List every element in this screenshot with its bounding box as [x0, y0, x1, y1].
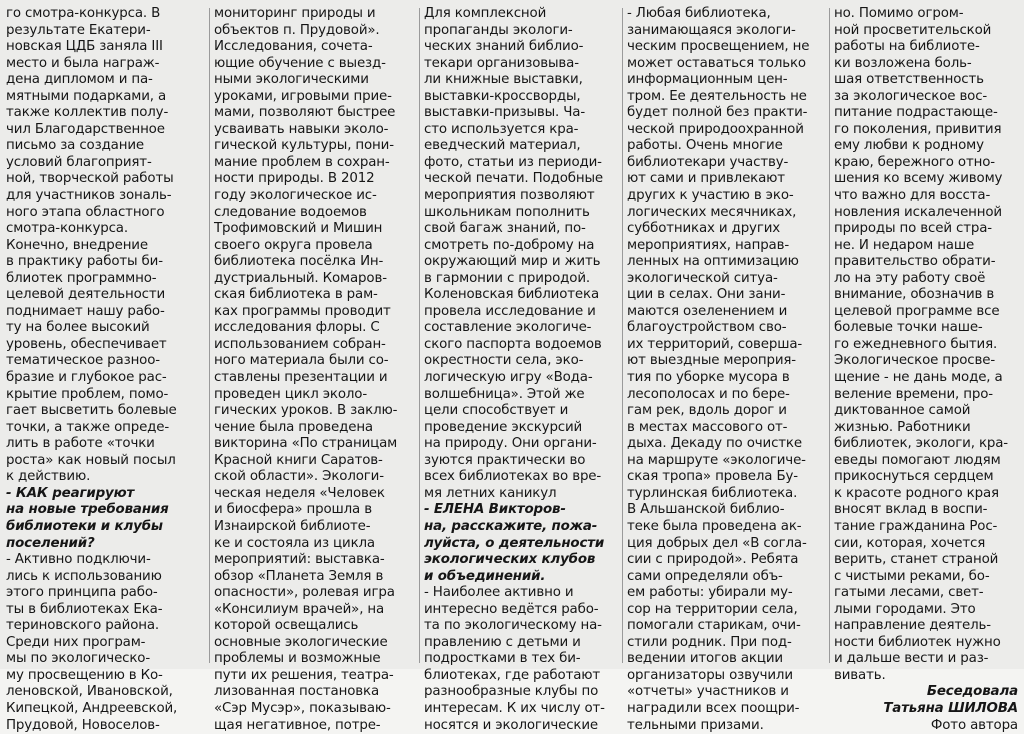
- article-line: использованием собран-: [214, 336, 386, 352]
- article-line: краю, бережного отно-: [834, 154, 995, 170]
- article-line: Конечно, внедрение: [6, 237, 148, 253]
- article-line: бразие и глубокое рас-: [6, 370, 167, 386]
- article-line: пути их решения, театра-: [214, 667, 394, 683]
- article-line: лыми городами. Это: [834, 601, 976, 617]
- article-line: мятными подарками, а: [6, 88, 167, 104]
- article-line: проблемы и возможные: [214, 651, 381, 667]
- article-line: жизнью. Работники: [834, 419, 971, 435]
- article-line: мероприятиях, направ-: [627, 237, 790, 253]
- article-line: письмо за создание: [6, 138, 144, 154]
- article-line: вивать.: [834, 667, 886, 683]
- article-line: прикоснуться сердцем: [834, 469, 994, 485]
- article-line: мониторинг природы и: [214, 6, 376, 21]
- article-line: может оставаться только: [627, 55, 806, 71]
- article-column-3: [424, 6, 618, 733]
- article-line: наградили всех поощри-: [627, 700, 800, 716]
- article-line: направление деятель-: [834, 618, 991, 634]
- article-line: - Наиболее активно и: [424, 585, 574, 601]
- article-line: зуются практически во: [424, 452, 586, 468]
- article-line: всех библиотеках во вре-: [424, 469, 602, 485]
- article-line: логических месячниках,: [627, 204, 797, 220]
- article-line: в местах массового от-: [627, 419, 788, 435]
- article-line: тельными призами.: [627, 717, 764, 733]
- article-line: уроками, игровыми прие-: [214, 88, 392, 104]
- article-line: Коленовская библиотека: [424, 287, 600, 303]
- article-line: питание подрастающе-: [834, 105, 998, 121]
- article-line: точки, а также опреде-: [6, 419, 170, 435]
- article-line: результате Екатери-: [6, 22, 151, 38]
- article-line: му просвещению в Ко-: [6, 667, 163, 683]
- byline: Татьяна ШИЛОВА: [883, 700, 1018, 716]
- article-line: ту на более высокий: [6, 320, 150, 336]
- article-line: дыха. Декаду по очистке: [627, 436, 802, 452]
- article-line: щение - не дань моде, а: [834, 370, 1003, 386]
- article-line: интересам. К их числу от-: [424, 700, 605, 716]
- article-line: ленных на оптимизацию: [627, 254, 799, 270]
- article-line: - Любая библиотека,: [627, 6, 771, 21]
- interview-question-line: поселений?: [6, 535, 95, 551]
- article-line: волшебница». Этой же: [424, 386, 585, 402]
- article-line: щая негативное, потре-: [214, 717, 381, 733]
- article-line: этого принципа рабо-: [6, 585, 158, 601]
- article-line: Среди них програм-: [6, 634, 146, 650]
- article-line: ного материала были со-: [214, 353, 389, 369]
- article-line: цели способствует и: [424, 403, 569, 419]
- article-line: благоустройством сво-: [627, 320, 787, 336]
- article-line: которой освещались: [214, 618, 359, 634]
- article-line: ной, творческой работы: [6, 171, 174, 187]
- interview-question-line: луйста, о деятельности: [424, 535, 605, 551]
- interview-question-line: - КАК реагируют: [6, 485, 135, 501]
- article-line: теке была проведена ак-: [627, 518, 802, 534]
- article-line: гических уроков. В заклю-: [214, 403, 398, 419]
- article-line: проведен цикл эколо-: [214, 386, 368, 402]
- article-column-4: [627, 6, 825, 733]
- article-line: логическую игру «Вода-: [424, 370, 593, 386]
- article-line: смотреть по-доброму на: [424, 237, 595, 253]
- article-line: веление времени, про-: [834, 386, 993, 402]
- article-line: в гармонии с природой.: [424, 270, 590, 286]
- article-line: тематическое разноо-: [6, 353, 160, 369]
- article-line: го поколения, привития: [834, 121, 1002, 137]
- article-line: их территорий, соверша-: [627, 336, 803, 352]
- article-line: опасности», ролевая игра: [214, 585, 395, 601]
- article-line: лись к использованию: [6, 568, 162, 584]
- article-line: «Сэр Мусэр», показываю-: [214, 700, 391, 716]
- article-line: обзор «Планета Земля в: [214, 568, 384, 584]
- article-line: лесополосах и по бере-: [627, 386, 790, 402]
- article-line: ставлены презентации и: [214, 370, 388, 386]
- article-line: викторина «По страницам: [214, 436, 398, 452]
- article-line: на маршруте «экологиче-: [627, 452, 806, 468]
- interview-question-line: - ЕЛЕНА Викторов-: [424, 502, 566, 518]
- article-line: своего округа провела: [214, 237, 373, 253]
- article-column-2: [214, 6, 414, 733]
- article-line: к красоте родного края: [834, 485, 999, 501]
- article-line: мание проблем в сохран-: [214, 154, 390, 170]
- article-line: место и была награж-: [6, 55, 160, 71]
- article-line: ности природы. В 2012: [214, 171, 375, 187]
- article-line: следование водоемов: [214, 204, 367, 220]
- article-line: текари организовыва-: [424, 55, 579, 71]
- article-line: ного этапа областного: [6, 204, 165, 220]
- article-line: ции в селах. Они зани-: [627, 287, 786, 303]
- article-line: субботниках и других: [627, 221, 781, 237]
- article-line: ческим просвещением, не: [627, 39, 810, 55]
- article-line: турлинская библиотека.: [627, 485, 798, 501]
- article-line: ская тропа» провела Бу-: [627, 469, 798, 485]
- article-line: провела исследование и: [424, 303, 596, 319]
- interview-question-line: экологических клубов: [424, 552, 596, 568]
- article-line: подростками в тех би-: [424, 651, 581, 667]
- article-line: ности библиотек нужно: [834, 634, 1001, 650]
- article-line: ли книжные выставки,: [424, 72, 583, 88]
- article-line: мероприятий: выставка-: [214, 552, 385, 568]
- article-line: блиотеках, где работают: [424, 667, 601, 683]
- column-divider: [622, 8, 623, 663]
- article-line: ского паспорта водоемов: [424, 336, 602, 352]
- article-line: ческой природоохранной: [627, 121, 804, 137]
- photo-credit: Фото автора: [930, 717, 1018, 733]
- article-line: Исследования, сочета-: [214, 39, 373, 55]
- article-line: уровень, обеспечивает: [6, 336, 167, 352]
- article-line: вносят вклад в воспи-: [834, 502, 988, 518]
- article-line: - Активно подключи-: [6, 552, 151, 568]
- article-line: лить в работе «точки: [6, 436, 155, 452]
- article-line: составление экологиче-: [424, 320, 592, 336]
- article-line: ют выездные мероприя-: [627, 353, 796, 369]
- article-line: других к участию в эко-: [627, 188, 794, 204]
- article-line: в практику работы би-: [6, 254, 163, 270]
- article-line: ной просветительской: [834, 22, 992, 38]
- article-line: для участников зональ-: [6, 188, 172, 204]
- article-line: шая ответственность: [834, 72, 984, 88]
- article-line: занимающаяся экологи-: [627, 22, 796, 38]
- article-line: териновского района.: [6, 618, 160, 634]
- article-line: сии с природой». Ребята: [627, 552, 799, 568]
- article-line: к действию.: [6, 469, 91, 485]
- article-line: тия по уборке мусора в: [627, 370, 790, 386]
- article-line: сор на территории села,: [627, 601, 798, 617]
- article-line: Для комплексной: [424, 6, 547, 21]
- article-line: фото, статьи из периоди-: [424, 154, 602, 170]
- article-line: мами, позволяют быстрее: [214, 105, 396, 121]
- article-line: выставки-призывы. Ча-: [424, 105, 586, 121]
- article-line: новления искалеченной: [834, 204, 1002, 220]
- article-line: будет полной без практи-: [627, 105, 808, 121]
- article-line: смотра-конкурса.: [6, 221, 128, 237]
- article-line: ют сами и привлекают: [627, 171, 785, 187]
- interview-question-line: и объединений.: [424, 568, 546, 584]
- article-line: стили родник. При под-: [627, 634, 792, 650]
- article-line: что важно для восста-: [834, 188, 991, 204]
- article-line: выставки-кроссворды,: [424, 88, 581, 104]
- article-line: ведении итогов акции: [627, 651, 783, 667]
- article-line: ему любви к родному: [834, 138, 984, 154]
- article-line: еведческий материал,: [424, 138, 581, 154]
- article-line: помогали старикам, очи-: [627, 618, 801, 634]
- article-line: ской области». Экологи-: [214, 469, 384, 485]
- article-line: ке и состояла из цикла: [214, 535, 375, 551]
- article-line: маются озеленением и: [627, 303, 788, 319]
- article-line: на природу. Они органи-: [424, 436, 597, 452]
- article-line: окрестности села, эко-: [424, 353, 584, 369]
- article-line: гатыми лесами, свет-: [834, 585, 984, 601]
- article-line: блиотек программно-: [6, 270, 157, 286]
- article-line: году экологическое ис-: [214, 188, 377, 204]
- article-line: «Консилиум врачей», на: [214, 601, 385, 617]
- article-line: чение была проведена: [214, 419, 373, 435]
- article-line: гической культуры, пони-: [214, 138, 394, 154]
- article-line: не. И недаром наше: [834, 237, 975, 253]
- column-divider: [829, 8, 830, 663]
- article-line: поднимает нашу рабо-: [6, 303, 165, 319]
- column-divider: [419, 8, 420, 663]
- article-column-1: [6, 6, 202, 733]
- article-line: гает высветить болевые: [6, 403, 177, 419]
- article-line: та по экологическому на-: [424, 618, 602, 634]
- article-line: Экологическое просве-: [834, 353, 996, 369]
- article-line: ках программы проводит: [214, 303, 391, 319]
- article-line: за экологическое вос-: [834, 88, 988, 104]
- article-line: ская библиотека в рам-: [214, 287, 378, 303]
- article-line: верить, станет страной: [834, 552, 999, 568]
- article-line: также коллектив полу-: [6, 105, 169, 121]
- article-line: мя летних каникул: [424, 485, 557, 501]
- article-line: Кипецкой, Андреевской,: [6, 700, 178, 716]
- article-line: целевой программе все: [834, 303, 1000, 319]
- article-line: и дальше вести и раз-: [834, 651, 989, 667]
- column-divider: [209, 8, 210, 663]
- article-line: лизованная постановка: [214, 684, 379, 700]
- article-line: исследования флоры. С: [214, 320, 380, 336]
- article-line: ческих знаний библио-: [424, 39, 584, 55]
- article-line: объектов п. Прудовой».: [214, 22, 380, 38]
- article-line: чил Благодарственное: [6, 121, 165, 137]
- article-line: ческая неделя «Человек: [214, 485, 385, 501]
- article-line: пропаганды экологи-: [424, 22, 573, 38]
- article-line: библиотека посёлка Ин-: [214, 254, 384, 270]
- article-line: и биосфера» прошла в: [214, 502, 372, 518]
- article-line: еведы помогают людям: [834, 452, 1001, 468]
- article-line: В Альшанской библио-: [627, 502, 785, 518]
- article-line: интересно ведётся рабо-: [424, 601, 599, 617]
- article-line: новская ЦДБ заняла III: [6, 39, 163, 55]
- article-line: «отчеты» участников и: [627, 684, 789, 700]
- article-line: го ежедневного бытия.: [834, 336, 998, 352]
- article-line: Красной книги Саратов-: [214, 452, 383, 468]
- article-line: экологической ситуа-: [627, 270, 778, 286]
- interview-question-line: библиотеки и клубы: [6, 518, 163, 534]
- article-line: сто используется кра-: [424, 121, 579, 137]
- article-line: го смотра-конкурса. В: [6, 6, 161, 21]
- article-line: тром. Ее деятельность не: [627, 88, 807, 104]
- interview-question-line: на новые требования: [6, 502, 169, 518]
- article-line: ция добрых дел «В согла-: [627, 535, 807, 551]
- article-line: ческой печати. Подобные: [424, 171, 603, 187]
- article-line: свой багаж знаний, по-: [424, 221, 586, 237]
- article-column-5: [834, 6, 1018, 733]
- article-line: информационным цен-: [627, 72, 788, 88]
- article-line: условий благоприят-: [6, 154, 152, 170]
- article-line: Прудовой, Новоселов-: [6, 717, 160, 733]
- article-line: организаторы озвучили: [627, 667, 793, 683]
- article-line: ными экологическими: [214, 72, 369, 88]
- article-line: роста» как новый посыл: [6, 452, 176, 468]
- article-line: Изнаирской библиоте-: [214, 518, 371, 534]
- article-line: диктованное самой: [834, 403, 971, 419]
- article-line: ем работы: убирали му-: [627, 585, 793, 601]
- article-line: сии, которая, хочется: [834, 535, 986, 551]
- article-line: ки возложена боль-: [834, 55, 972, 71]
- article-line: тание гражданина Рос-: [834, 518, 998, 534]
- article-line: работы на библиоте-: [834, 39, 980, 55]
- article-line: крытие проблем, помо-: [6, 386, 169, 402]
- article-line: основные экологические: [214, 634, 388, 650]
- article-line: ло на эту работу своё: [834, 270, 986, 286]
- article-line: целевой деятельности: [6, 287, 166, 303]
- article-line: внимание, обозначив в: [834, 287, 995, 303]
- article-line: усваивать навыки эколо-: [214, 121, 389, 137]
- article-line: природы по всей стра-: [834, 221, 992, 237]
- interview-question-line: на, расскажите, пожа-: [424, 518, 598, 534]
- article-line: мероприятия позволяют: [424, 188, 595, 204]
- article-line: ты в библиотеках Ека-: [6, 601, 163, 617]
- article-line: сами определяли объ-: [627, 568, 783, 584]
- article-line: правительство обрати-: [834, 254, 996, 270]
- article-line: разнообразные клубы по: [424, 684, 599, 700]
- article-line: ющие обучение с выезд-: [214, 55, 386, 71]
- article-line: шения ко всему живому: [834, 171, 1003, 187]
- article-line: мы по экологическо-: [6, 651, 151, 667]
- article-line: библиотек, экологи, кра-: [834, 436, 1008, 452]
- article-line: леновской, Ивановской,: [6, 684, 173, 700]
- byline: Беседовала: [926, 684, 1018, 700]
- article-line: окружающий мир и жить: [424, 254, 601, 270]
- article-line: библиотекари участву-: [627, 154, 789, 170]
- article-line: работы. Очень многие: [627, 138, 783, 154]
- article-line: дена дипломом и па-: [6, 72, 153, 88]
- article-line: с чистыми реками, бо-: [834, 568, 990, 584]
- article-line: дустриальный. Комаров-: [214, 270, 387, 286]
- article-line: правлению с детьми и: [424, 634, 581, 650]
- article-line: болевые точки наше-: [834, 320, 983, 336]
- article-line: Трофимовский и Мишин: [214, 221, 383, 237]
- article-line: школьникам пополнить: [424, 204, 590, 220]
- article-line: носятся и экологические: [424, 717, 599, 733]
- article-line: гам рек, вдоль дорог и: [627, 403, 787, 419]
- article-line: проведение экскурсий: [424, 419, 583, 435]
- article-line: но. Помимо огром-: [834, 6, 964, 21]
